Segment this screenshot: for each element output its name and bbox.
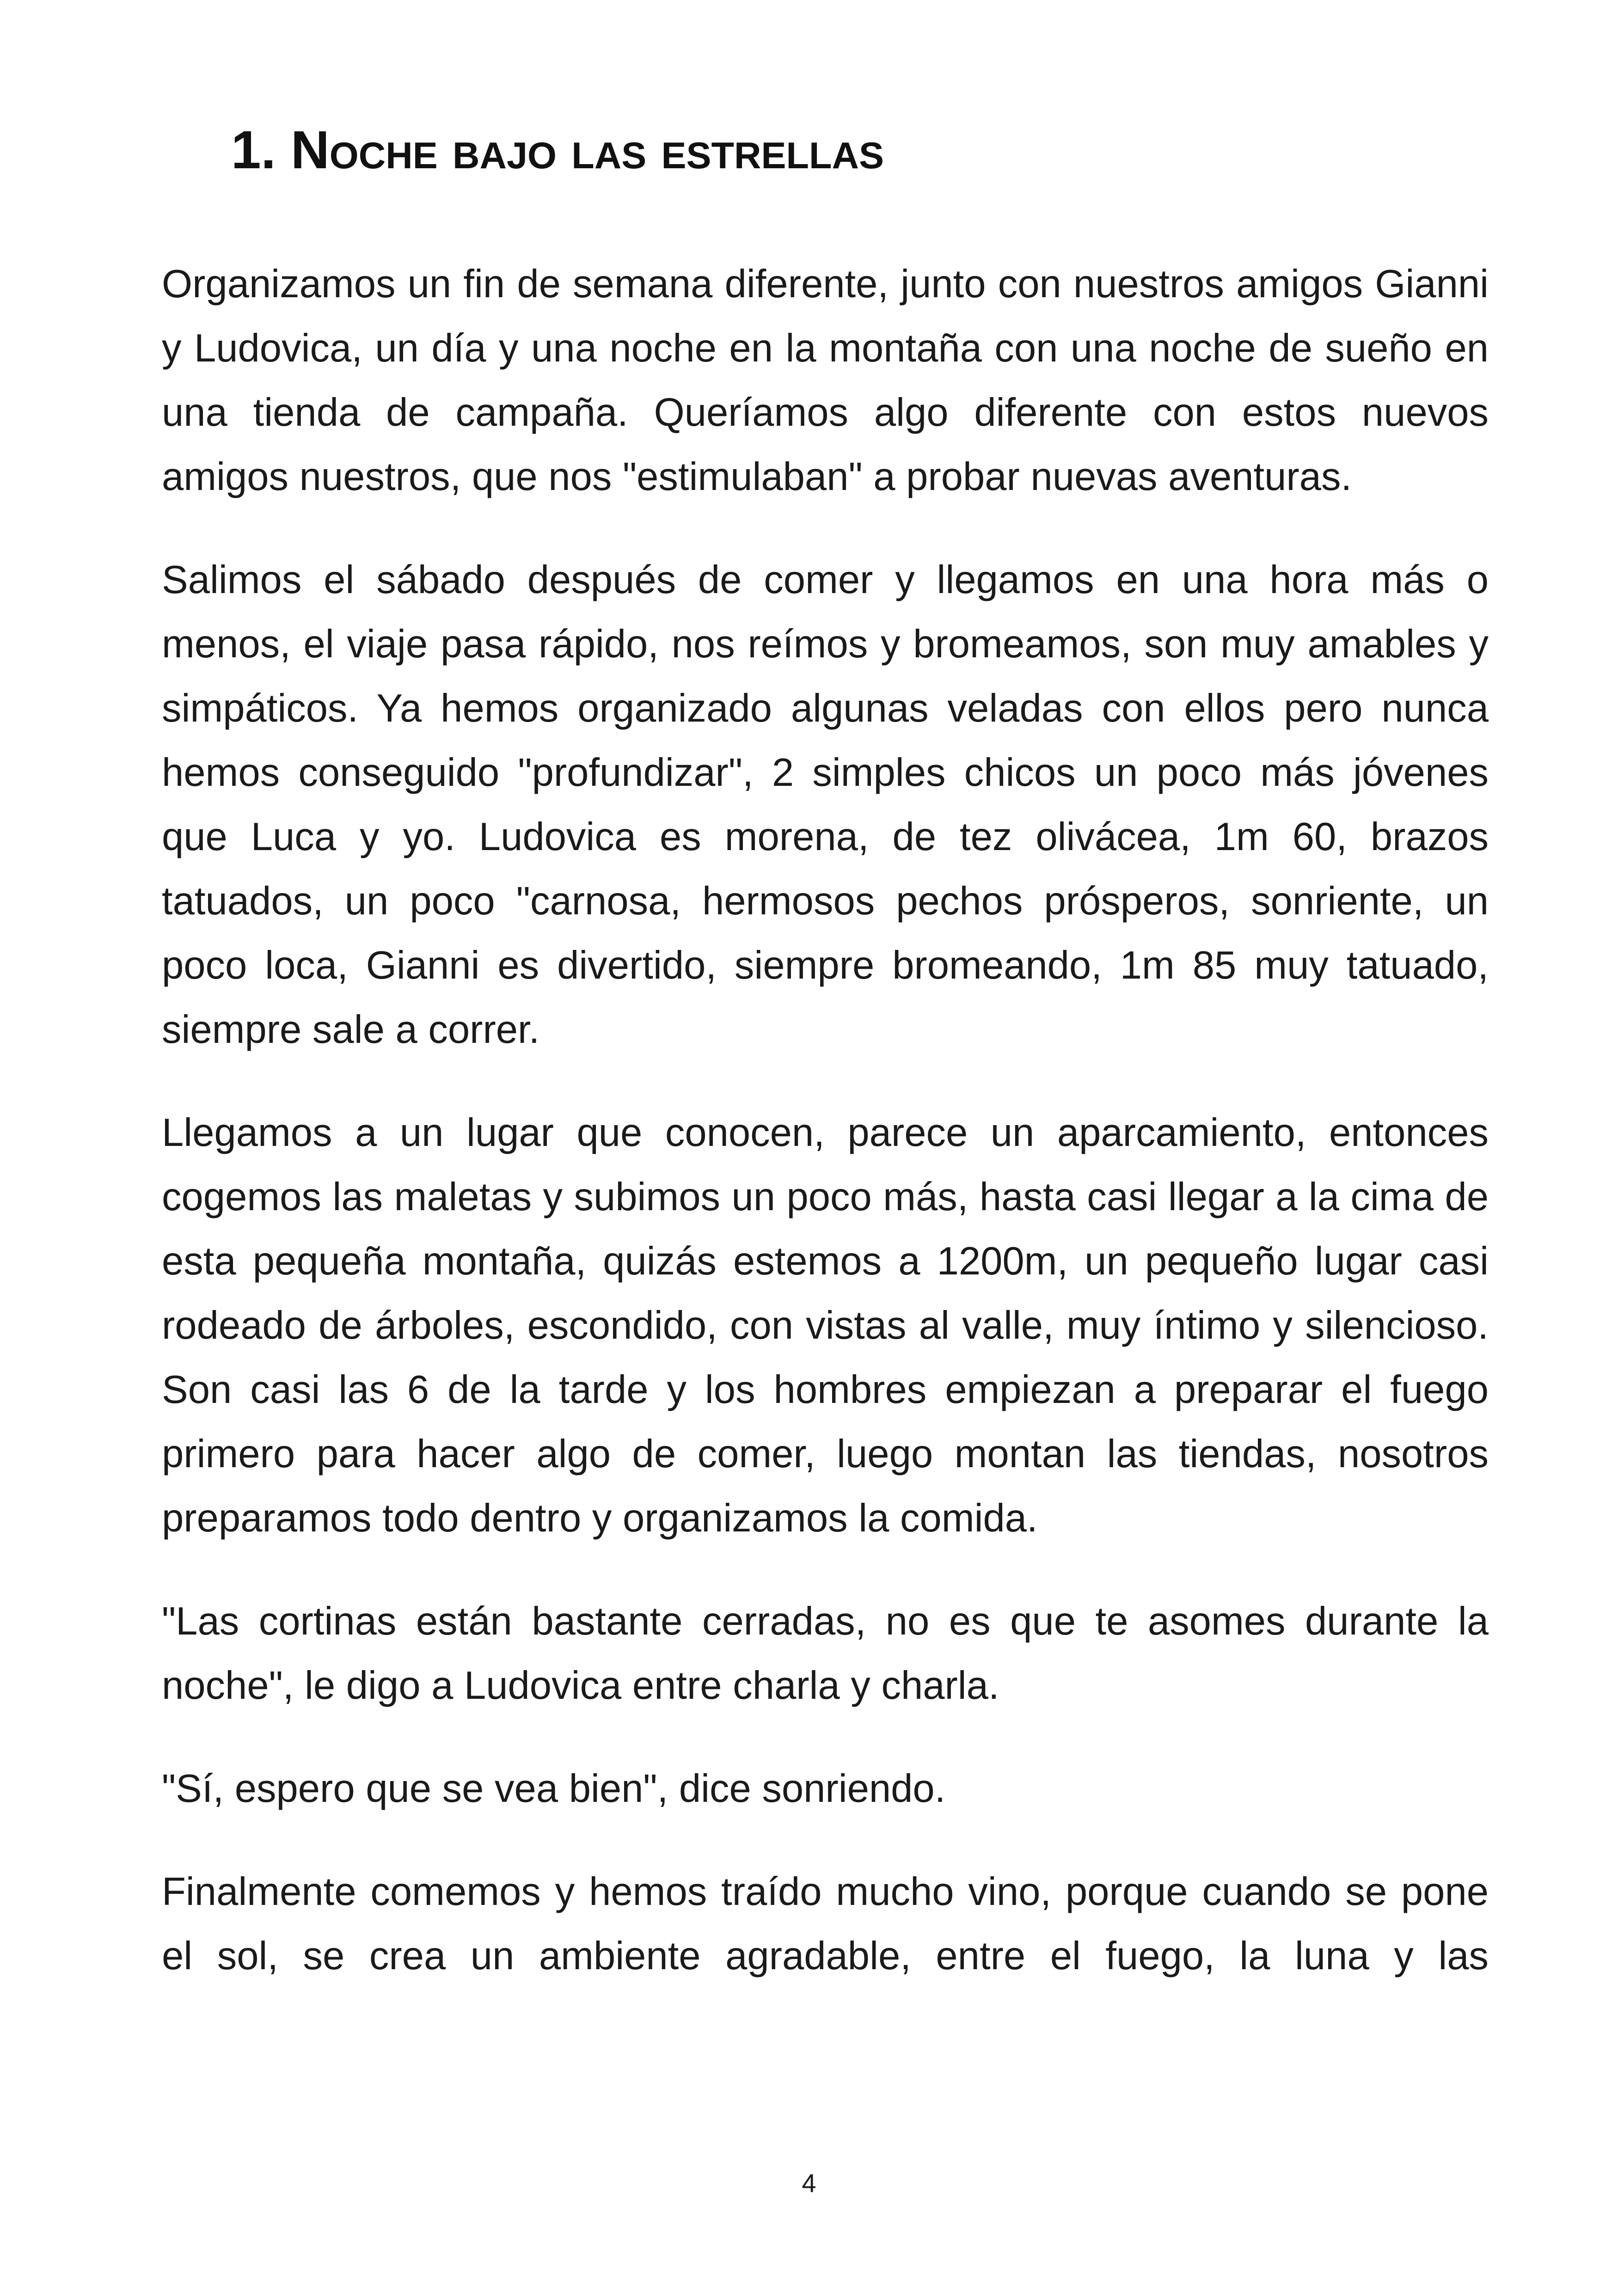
chapter-body [162,252,1489,2027]
paragraph-4: "Las cortinas están bastante cerradas, no es que te asomes durante la noche", le digo a Ludovica entre charla y charla. [162,1599,1489,1708]
paragraph-1: Organizamos un fin de semana diferente, junto con nuestros amigos Gianni y Ludovica, un día y una noche en la montaña con una noche de sueño en una tienda de campaña. Queríamos algo diferente con estos nuevos amigos nuestros, que nos "estimulaban" a probar nuevas aventuras. [162,262,1489,499]
paragraph-6: Finalmente comemos y hemos traído mucho vino, porque cuando se pone el sol, se crea un ambiente agradable, entre el fuego, la luna y las [162,1870,1489,1978]
page-number: 4 [802,2168,816,2198]
chapter-title: 1. Noche bajo las estrellas [231,120,884,180]
paragraph-2: Salimos el sábado después de comer y llegamos en una hora más o menos, el viaje pasa rápido, nos reímos y bromeamos, son muy amables y simpáticos. Ya hemos organizado algunas veladas con ellos pero nunca hemos conseguido "profundizar", 2 simples chicos un poco más jóvenes que Luca y yo. Ludovica es morena, de tez olivácea, 1m 60, brazos tatuados, un poco "carnosa, hermosos pechos prósperos, sonriente, un poco loca, Gianni es divertido, siempre bromeando, 1m 85 muy tatuado, siempre sale a correr. [162,558,1489,1052]
paragraph-5: "Sí, espero que se vea bien", dice sonriendo. [162,1767,946,1811]
paragraph-3: Llegamos a un lugar que conocen, parece un aparcamiento, entonces cogemos las maletas y subimos un poco más, hasta casi llegar a la cima de esta pequeña montaña, quizás estemos a 1200m, un pequeño lugar casi rodeado de árboles, escondido, con vistas al valle, muy íntimo y silencioso. Son casi las 6 de la tarde y los hombres empiezan a preparar el fuego primero para hacer algo de comer, luego montan las tiendas, nosotros preparamos todo dentro y organizamos la comida. [162,1111,1489,1540]
